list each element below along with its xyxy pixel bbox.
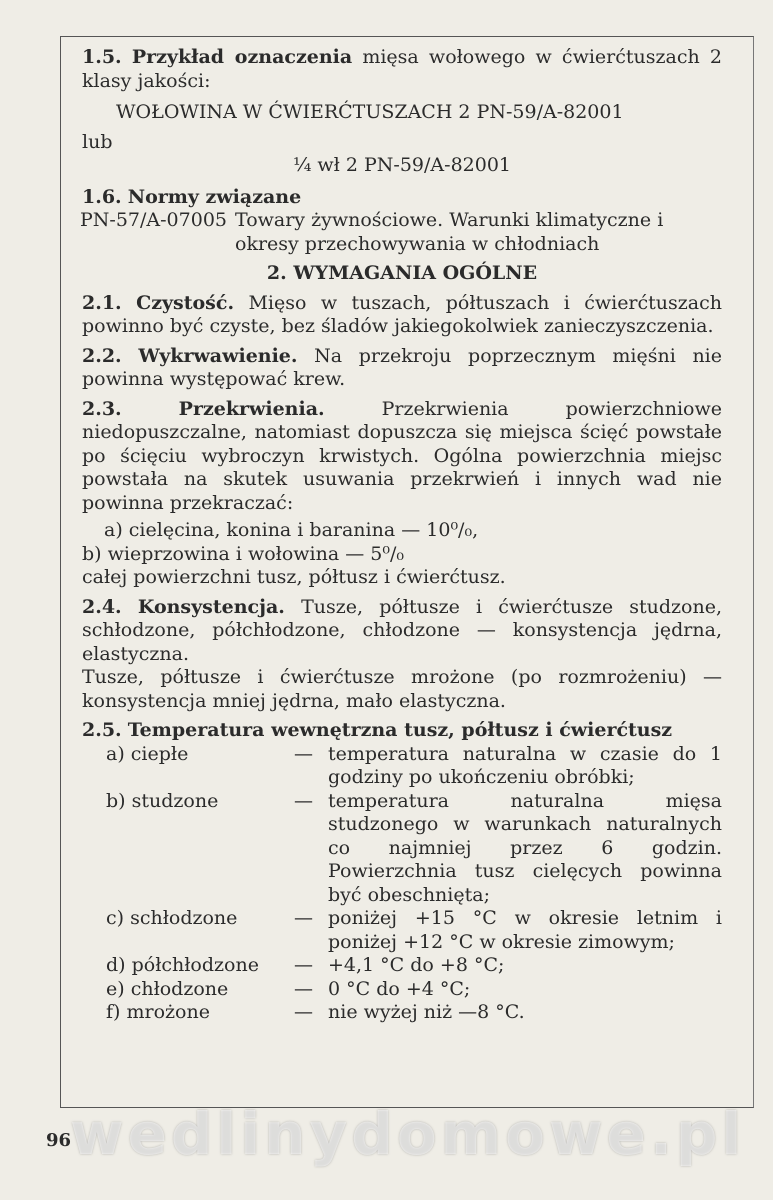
section-2-2 [82,345,722,392]
section-title: Temperatura wewnętrzna tusz, półtusz i ćwierćtusz [127,719,673,741]
section-title: Przekrwienia. [178,397,325,420]
list-item: b) wieprzowina i wołowina — 5⁰/₀ [82,542,404,565]
temp-dash: — [294,907,313,929]
temp-label: d) półchłodzone [106,954,259,976]
section-text: całej powierzchni tusz, półtusz i ćwierćtusz. [82,566,506,588]
section-title: Konsystencja. [137,595,285,618]
designation-example: WOŁOWINA W ĆWIERĆTUSZACH 2 PN-59/A-82001 [116,101,624,123]
norm-description: Towary żywnościowe. Warunki klimatyczne i okresy przechowywania w chłodniach [235,209,664,255]
section-number: 2.3. [82,397,122,420]
section-text: Tusze, półtusze i ćwierćtusze mrożone (po rozmrożeniu) — konsystencja mniej jędrna, mało elastyczna. [82,666,722,712]
section-text: Przekrwienia powierzchniowe niedopuszczalne, natomiast dopuszcza się miejsca ścięć powstałe po ścięciu wybroczyn krwistych. Ogólna powierzchnia miejsc powstała na skutek usuwania przekrwień i innych wad nie powinna przekraczać: [82,397,722,514]
section-number: 2.2. [82,344,122,367]
temp-desc: 0 °C do +4 °C; [328,977,471,1000]
section-number: 1.5. [82,46,122,68]
section-2-5 [82,719,722,743]
temp-label: f) mrożone [106,1001,210,1023]
section-number: 1.6. [82,185,122,208]
temp-dash: — [294,954,313,976]
temp-desc: temperatura naturalna w czasie do 1 godziny po ukończeniu obróbki; [328,742,722,788]
watermark: wedlinydomowe.pl [70,1100,746,1168]
section-title: Wykrwawienie. [138,344,298,367]
temp-dash: — [294,789,313,812]
temp-desc: poniżej +15 °C w okresie letnim i poniżej +12 °C w okresie zimowym; [328,907,722,953]
section-number: 2.1. [82,291,122,314]
related-norm [80,209,722,256]
temp-desc: temperatura naturalna mięsa studzonego w warunkach naturalnych co najmniej przez 6 godzin. Powierzchnia tusz cielęcych powinna być obeschnięta; [328,789,722,906]
temp-desc: +4,1 °C do +8 °C; [328,954,505,976]
section-text: Mięso w tuszach, półtuszach i ćwierćtuszach powinno być czyste, bez śladów jakiegokolwiek zanieczyszczenia. [82,291,722,337]
section-1-6 [82,186,722,210]
section-2-4 [82,596,722,667]
section-title: Normy związane [127,185,302,208]
section-title: Przykład oznaczenia [131,46,353,68]
section-2-3 [82,398,722,516]
norm-code: PN-57/A-07005 [80,209,227,231]
section-2-1 [82,292,722,339]
temperature-list [106,743,722,1025]
temp-label: c) schłodzone [106,907,238,929]
section-2-heading: 2. WYMAGANIA OGÓLNE [266,262,538,284]
temp-label: b) studzone [106,789,219,812]
document-body [82,46,722,1025]
section-number: 2.4. [82,595,122,618]
page-number: 96 [46,1130,72,1151]
or-label: lub [82,130,113,153]
list-item: a) cielęcina, konina i baranina — 10⁰/₀, [104,519,479,541]
section-text: Tusze, półtusze i ćwierćtusze studzone, schłodzone, półchłodzone, chłodzone — konsystencja jędrna, elastyczna. [82,595,722,665]
temp-dash: — [294,977,313,1000]
temp-dash: — [294,742,313,765]
section-title: Czystość. [136,291,235,314]
temp-label: e) chłodzone [106,977,229,1000]
section-text: mięsa wołowego w ćwierćtuszach 2 klasy jakości: [82,46,722,92]
temp-dash: — [294,1001,313,1023]
temp-desc: nie wyżej niż —8 °C. [328,1001,525,1023]
section-1-5 [82,46,722,93]
section-number: 2.5. [82,719,122,741]
section-text: Na przekroju poprzecznym mięśni nie powinna występować krew. [82,344,722,390]
designation-short: ¼ wł 2 PN-59/A-82001 [292,154,512,176]
temp-label: a) ciepłe [106,742,189,765]
